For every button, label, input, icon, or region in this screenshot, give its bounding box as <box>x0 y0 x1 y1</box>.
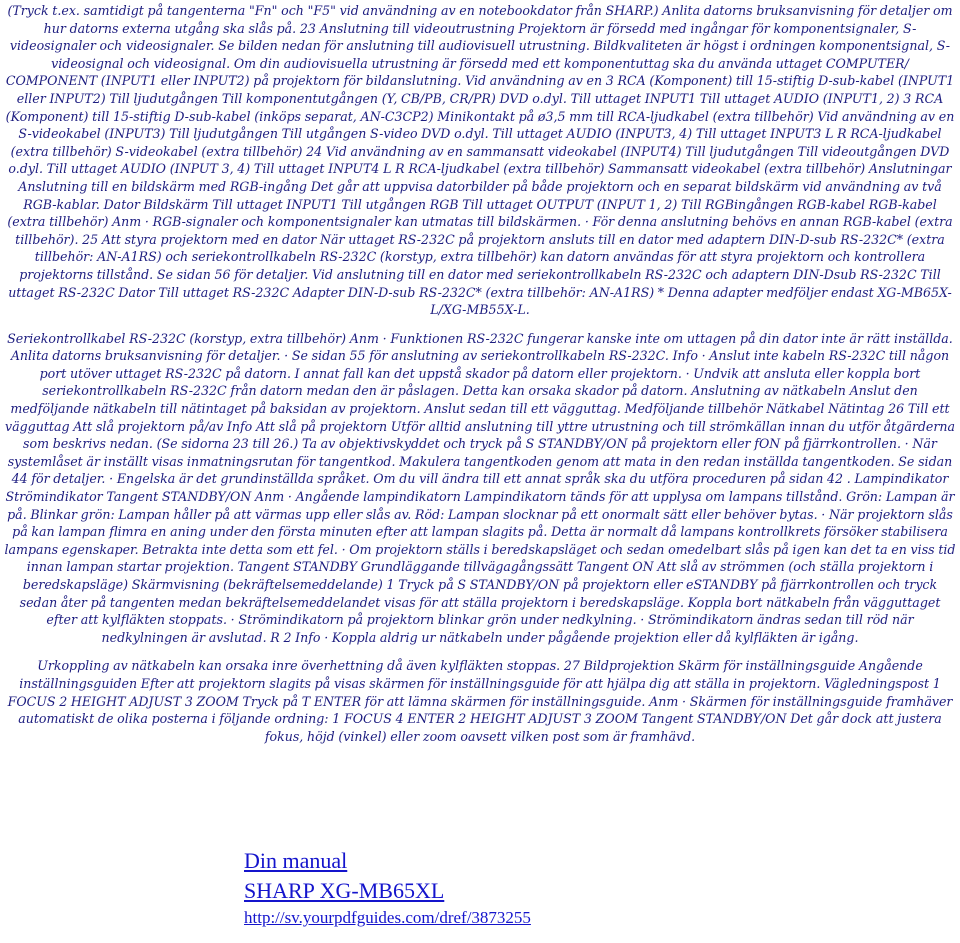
paragraph-power: Seriekontrollkabel RS-232C (korstyp, extra tillbehör) Anm · Funktionen RS-232C fungerar kanske inte om uttagen på din dator inte är rätt inställda. Anlita datorns bruksanvisning för detaljer. · Se sidan 55 för anslutning av seriekontrollkabeln RS-232C. Info · Anslut inte kabeln RS-232C till någon port utöver uttaget RS-232C på datorn. I annat fall kan det uppstå skador på datorn eller projektorn. · Undvik att ansluta eller koppla bort seriekontrollkabeln RS-232C från datorn medan den är påslagen. Detta kan orsaka skador på datorn. Anslutning av nätkabeln Anslut den medföljande nätkabeln till nätintaget på baksidan av projektorn. Anslut sedan till ett vägguttag. Medföljande tillbehör Nätkabel Nätintag 26 Till ett vägguttag Att slå projektorn på/av Info Att slå på projektorn Utför alltid anslutning till yttre utrustning och till strömkällan innan du utför åtgärderna som beskrivs nedan. (Se sidorna 23 till 26.) Ta av objektivskyddet och tryck på S STANDBY/ON på projektorn eller fON på fjärrkontrollen. · När systemlåset är inställt visas inmatningsrutan för tangentkod. Makulera tangentkoden genom att mata in den redan inställda tangentkoden. Se sidan 44 för detaljer. · Engelska är det grundinställda språket. Om du vill ändra till ett annat språk ska du utföra proceduren på sidan 42 . Lampindikator Strömindikator Tangent STANDBY/ON Anm · Angående lampindikatorn Lampindikatorn tänds för att upplysa om lampans tillstånd. Grön: Lampan är på. Blinkar grön: Lampan håller på att värmas upp eller slås av. Röd: Lampan slocknar på ett onormalt sätt eller behöver bytas. · När projektorn slås på kan lampan flimra en aning under den första minuten efter att lampan slagits på. Detta är normalt då lampans kontrollkrets försöker stabilisera lampans egenskaper. Betrakta inte detta som ett fel. · Om projektorn ställs i beredskapsläget och sedan omedelbart slås på igen kan det ta en viss tid innan lampan startar projektion. Tangent STANDBY Grundläggande tillvägagångssätt Tangent ON Att slå av strömmen (och ställa projektorn i beredskapsläge) Skärmvisning (bekräftelsemeddelande) 1 Tryck på S STANDBY/ON på projektorn eller eSTANDBY på fjärrkontrollen och tryck sedan åter på tangenten medan bekräftelsemeddelandet visas för att ställa projektorn i beredskapsläge. Koppla bort nätkabeln från vägguttaget efter att kylfläkten stoppats. · Strömindikatorn på projektorn blinkar grön under nedkylning. · Strömindikatorn ändras sedan till röd när nedkylningen är avslutad. R 2 Info · Koppla aldrig ur nätkabeln under pågående projektion eller då kylfläkten är igång. <box>4 330 956 645</box>
paragraph-projection: Urkoppling av nätkabeln kan orsaka inre överhettning då även kylfläkten stoppas. 27 Bildprojektion Skärm för inställningsguide Angående inställningsguiden Efter att projektorn slagits på visas skärmen för inställningsguide för att hjälpa dig att ställa in projektorn. Vägledningspost 1 FOCUS 2 HEIGHT ADJUST 3 ZOOM Tryck på T ENTER för att lämna skärmen för inställningsguide. Anm · Skärmen för inställningsguide framhäver automatiskt de olika posterna i följande ordning: 1 FOCUS 4 ENTER 2 HEIGHT ADJUST 3 ZOOM Tangent STANDBY/ON Det går dock att justera fokus, höjd (vinkel) eller zoom oavsett vilken post som är framhävd. <box>7 658 953 744</box>
paragraph-gap <box>4 646 956 657</box>
paragraph-gap <box>4 319 956 330</box>
footer-links <box>244 846 531 930</box>
product-link[interactable]: SHARP XG-MB65XL <box>244 878 445 903</box>
manual-link[interactable]: Din manual <box>244 848 348 873</box>
paragraph-connections: (Tryck t.ex. samtidigt på tangenterna "Fn" och "F5" vid användning av en notebookdator från SHARP.) Anlita datorns bruksanvisning för detaljer om hur datorns externa utgång ska slås på. 23 Anslutning till videoutrustning Projektorn är försedd med ingångar för komponentsignaler, S-videosignaler och videosignaler. Se bilden nedan för anslutning till audiovisuell utrustning. Bildkvaliteten är högst i ordningen komponentsignal, S-videosignal och videosignal. Om din audiovisuella utrustning är försedd med ett komponentuttag ska du använda uttaget COMPUTER/ COMPONENT (INPUT1 eller INPUT2) på projektorn för bildanslutning. Vid användning av en 3 RCA (Komponent) till 15-stiftig D-sub-kabel (INPUT1 eller INPUT2) Till ljudutgången Till komponentutgången (Y, CB/PB, CR/PR) DVD o.dyl. Till uttaget INPUT1 Till uttaget AUDIO (INPUT1, 2) 3 RCA (Komponent) till 15-stiftig D-sub-kabel (inköps separat, AN-C3CP2) Minikontakt på ø3,5 mm till RCA-ljudkabel (extra tillbehör) Vid användning av en S-videokabel (INPUT3) Till ljudutgången Till utgången S-video DVD o.dyl. Till uttaget AUDIO (INPUT3, 4) Till uttaget INPUT3 L R RCA-ljudkabel (extra tillbehör) S-videokabel (extra tillbehör) 24 Vid användning av en sammansatt videokabel (INPUT4) Till ljudutgången Till videoutgången DVD o.dyl. Till uttaget AUDIO (INPUT 3, 4) Till uttaget INPUT4 L R RCA-ljudkabel (extra tillbehör) Sammansatt videokabel (extra tillbehör) Anslutningar Anslutning till en bildskärm med RGB-ingång Det går att uppvisa datorbilder på både projektorn och en separat bildskärm vid användning av två RGB-kablar. Dator Bildskärm Till uttaget INPUT1 Till utgången RGB Till uttaget OUTPUT (INPUT 1, 2) Till RGBingången RGB-kabel RGB-kabel (extra tillbehör) Anm · RGB-signaler och komponentsignaler kan utmatas till bildskärmen. · För denna anslutning behövs en annan RGB-kabel (extra tillbehör). 25 Att styra projektorn med en dator När uttaget RS-232C på projektorn ansluts till en dator med adaptern DIN-D-sub RS-232C* (extra tillbehör: AN-A1RS) och seriekontrollkabeln RS-232C (korstyp, extra tillbehör) kan datorn användas för att styra projektorn och kontrollera projektorns tillstånd. Se sidan 56 för detaljer. Vid anslutning till en dator med seriekontrollkabeln RS-232C och adaptern DIN-Dsub RS-232C Till uttaget RS-232C Dator Till uttaget RS-232C Adapter DIN-D-sub RS-232C* (extra tillbehör: AN-A1RS) * Denna adapter medföljer endast XG-MB65X-L/XG-MB55X-L. <box>5 3 955 318</box>
url-link[interactable]: http://sv.yourpdfguides.com/dref/3873255 <box>244 908 531 927</box>
